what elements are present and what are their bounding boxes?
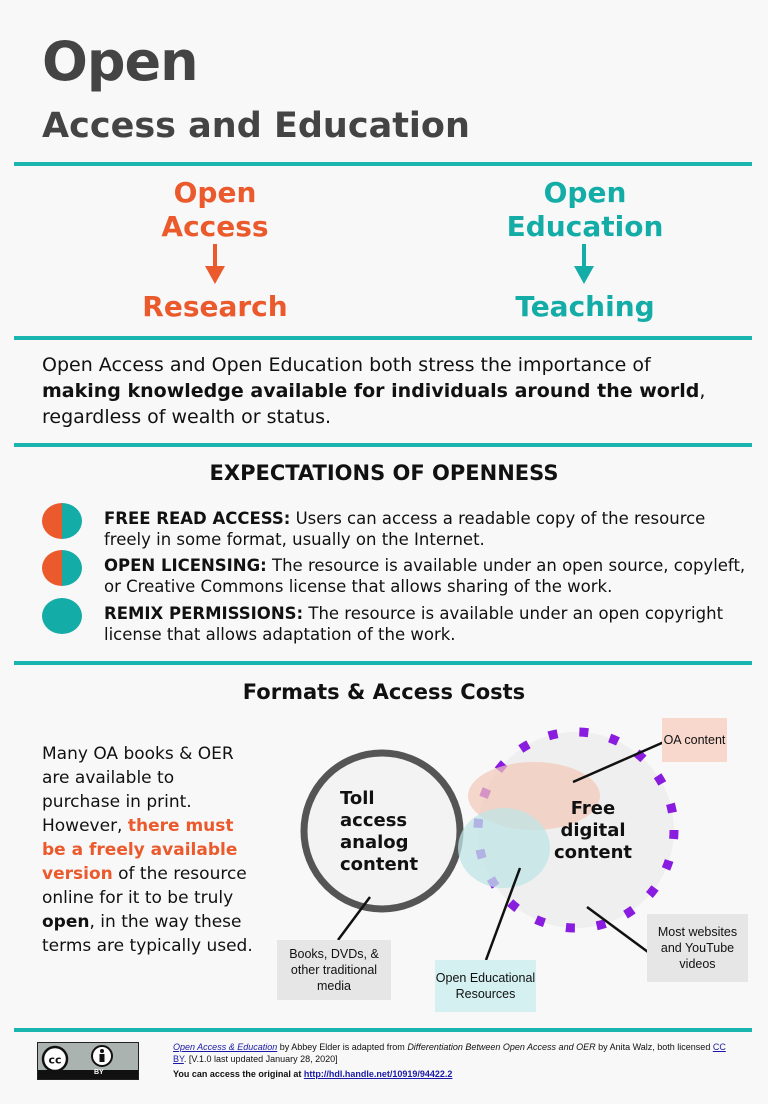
oer-ellipse [458,808,550,888]
cc-by-link[interactable]: CC BY [173,1042,726,1064]
page-subtitle: Access and Education [42,106,470,146]
attribution-line: Open Access & Education by Abbey Elder is adapted from Differentiation Between Open Access and OER by Anita Walz, both licensed CC BY. [V.1.0 last updated January 28, 2020] [173,1042,726,1064]
intro-paragraph: Open Access and Open Education both stress the importance of making knowledge available for individuals around the world, regardless of wealth or status. [42,354,706,428]
oa-content-label: OA content [662,718,727,762]
oer-label: Open Educational Resources [435,960,536,1012]
books-label: Books, DVDs, & other traditional media [277,940,391,1000]
divider [14,1028,752,1032]
research-label: Research [142,290,288,323]
open-education-line1: Open [543,176,627,209]
cc-by-icon [38,1043,138,1079]
formats-paragraph: Many OA books & OER are available to purchase in print. However, there must be a freely available version of the resource online for it to be truly open, in the way these terms are typically used. [42,744,253,956]
original-access-line: You can access the original at http://hdl.handle.net/10919/94422.2 [173,1069,453,1079]
expectations-title: EXPECTATIONS OF OPENNESS [209,461,559,485]
formats-title: Formats & Access Costs [242,680,526,704]
handle-link[interactable]: http://hdl.handle.net/10919/94422.2 [303,1069,453,1079]
toll-access-label: Toll access analog content [340,788,419,875]
open-access-line2: Access [161,210,269,243]
footer-attribution [173,1041,733,1080]
websites-label: Most websites and YouTube videos [647,914,748,982]
page-title: Open [42,30,198,93]
open-access-line1: Open [173,176,257,209]
cc-by-text: BY [94,1069,104,1076]
teaching-label: Teaching [515,290,655,323]
expectation-item: OPEN LICENSING: The resource is available under an open source, copyleft, or Creative Commons license that allows sharing of the work. [104,556,746,596]
free-digital-label: Free digital content [553,798,633,863]
expectation-item: REMIX PERMISSIONS: The resource is available under an open copyright license that allows adaptation of the work. [104,604,724,644]
expectation-item: FREE READ ACCESS: Users can access a readable copy of the resource freely in some format, usually on the Internet. [104,509,706,549]
svg-text:cc: cc [48,1053,62,1067]
open-education-line2: Education [506,210,664,243]
source-link[interactable]: Open Access & Education [173,1042,278,1052]
cc-by-license-badge[interactable] [37,1042,139,1080]
